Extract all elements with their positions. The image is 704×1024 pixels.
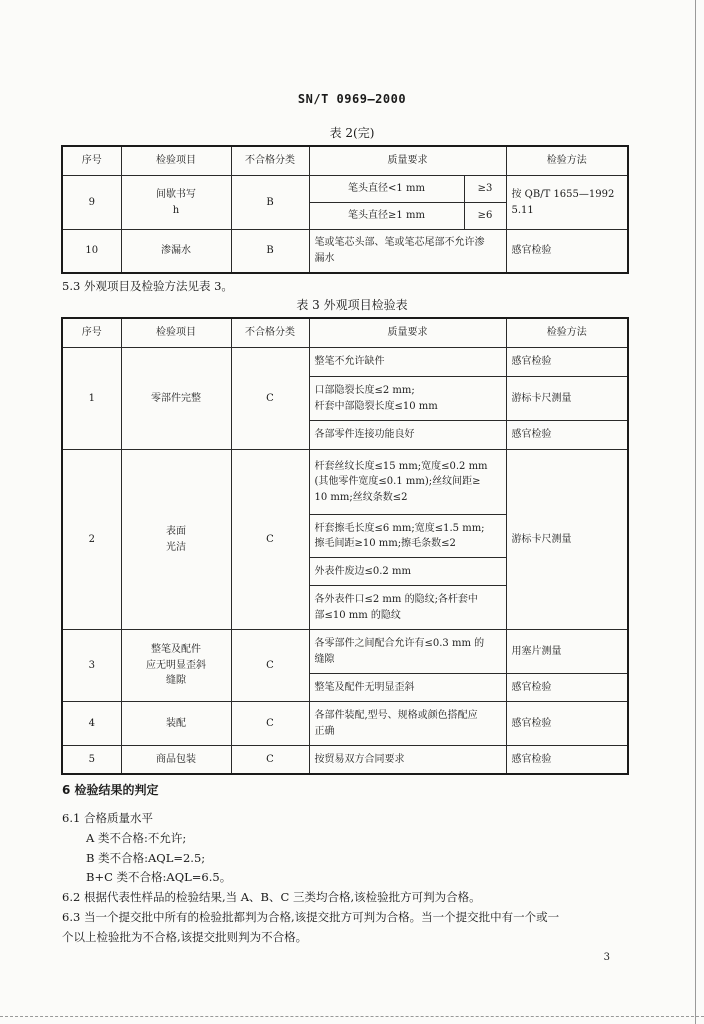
table-row	[62, 630, 628, 674]
row-item	[121, 450, 231, 630]
row-class: C	[231, 450, 309, 630]
requirement-line: 杆套擦毛长度≤6 mm;宽度≤1.5 mm;	[314, 522, 485, 534]
clause-6-2: 6.2 根据代表性样品的检验结果,当 A、B、C 三类均合格,该检验批方可判为合格。	[62, 890, 481, 904]
row-method: 感官检验	[506, 421, 628, 450]
col-header-no: 序号	[62, 146, 121, 176]
item-line: 间歇书写	[156, 189, 196, 200]
clause-6-3-line1: 6.3 当一个提交批中所有的检验批都判为合格,该提交批方可判为合格。当一个提交批中有一个或一	[62, 910, 560, 924]
row-requirement: 笔头直径<1 mm	[309, 176, 464, 203]
row-method: 用塞片测量	[506, 630, 628, 674]
col-header-method: 检验方法	[506, 318, 628, 348]
row-method: 感官检验	[506, 230, 628, 273]
table2	[61, 145, 629, 274]
requirement-line: 缝隙	[314, 653, 335, 665]
row-requirement	[309, 586, 506, 630]
clause-6-1-bc: B+C 类不合格:AQL=6.5。	[86, 870, 232, 884]
clause-6-1-a: A 类不合格:不允许;	[86, 831, 187, 845]
table-row	[62, 746, 628, 774]
row-method: 游标卡尺测量	[506, 450, 628, 630]
table-row	[62, 450, 628, 515]
item-line: 表面	[166, 526, 186, 537]
clause-6-3-line2: 个以上检验批为不合格,该提交批则判为不合格。	[62, 930, 308, 944]
table2-caption: 表 2(完)	[329, 126, 375, 140]
row-class: C	[231, 702, 309, 746]
page-edge-right	[695, 0, 696, 1024]
row-no: 9	[62, 176, 121, 230]
row-item: 零部件完整	[121, 348, 231, 450]
col-header-item: 检验项目	[121, 318, 231, 348]
row-requirement: 各部零件连接功能良好	[309, 421, 506, 450]
item-line: 整笔及配件	[151, 644, 201, 656]
row-method: 感官检验	[506, 348, 628, 377]
requirement-line: 口部隐裂长度≤2 mm;	[314, 385, 415, 396]
col-header-requirement: 质量要求	[309, 146, 506, 176]
row-class: C	[231, 746, 309, 774]
item-line: h	[172, 204, 180, 216]
row-no: 10	[62, 230, 121, 273]
row-requirement	[309, 515, 506, 558]
col-header-class: 不合格分类	[231, 146, 309, 176]
row-class: C	[231, 630, 309, 702]
col-header-method: 检验方法	[506, 146, 628, 176]
requirement-line: 各部件装配,型号、规格或颜色搭配应	[314, 710, 478, 721]
requirement-line: 正确	[314, 725, 335, 737]
table3-caption: 表 3 外观项目检验表	[296, 298, 408, 312]
row-item: 商品包装	[121, 746, 231, 774]
row-item	[121, 176, 231, 230]
table-row	[62, 348, 628, 377]
row-no: 2	[62, 450, 121, 630]
row-method: 感官检验	[506, 746, 628, 774]
item-line: 缝隙	[166, 675, 186, 687]
requirement-line: 杆套丝纹长度≤15 mm;宽度≤0.2 mm	[314, 460, 488, 472]
requirement-line: 各零部件之间配合允许有≤0.3 mm 的	[314, 638, 485, 649]
requirement-line: (其他零件宽度≤0.1 mm);丝纹间距≥	[314, 476, 481, 488]
row-no: 5	[62, 746, 121, 774]
section-6-heading: 6 检验结果的判定	[62, 783, 159, 797]
row-item	[121, 630, 231, 702]
row-requirement: 整笔不允许缺件	[309, 348, 506, 377]
requirement-line: 各外表件口≤2 mm 的隐纹;各杆套中	[314, 594, 478, 605]
method-line: 按 QB/T 1655—1992	[511, 189, 615, 200]
item-line: 应无明显歪斜	[146, 659, 206, 671]
col-header-item: 检验项目	[121, 146, 231, 176]
table-row	[62, 230, 628, 273]
standard-number-header: SN/T 0969—2000	[297, 92, 407, 106]
row-requirement	[309, 630, 506, 674]
row-method: 游标卡尺测量	[506, 377, 628, 421]
clause-6-1: 6.1 合格质量水平	[62, 811, 153, 825]
page-edge-bottom	[0, 1016, 704, 1018]
requirement-line: 漏水	[314, 252, 335, 264]
row-item: 渗漏水	[121, 230, 231, 273]
table3	[61, 317, 629, 775]
row-requirement-value: ≥3	[464, 176, 506, 203]
table-row	[62, 702, 628, 746]
table-row	[62, 176, 628, 203]
requirement-line: 擦毛间距≥10 mm;擦毛条数≤2	[314, 538, 456, 549]
row-requirement	[309, 230, 506, 273]
requirement-line: 笔或笔芯头部、笔或笔芯尾部不允许渗	[314, 237, 485, 249]
row-requirement: 按贸易双方合同要求	[309, 746, 506, 774]
row-requirement: 外表件废边≤0.2 mm	[309, 558, 506, 586]
clause-5-3: 5.3 外观项目及检验方法见表 3。	[62, 279, 233, 293]
col-header-class: 不合格分类	[231, 318, 309, 348]
clause-6-1-b: B 类不合格:AQL=2.5;	[86, 851, 206, 865]
requirement-line: 10 mm;丝纹条数≤2	[314, 491, 408, 503]
row-requirement-value: ≥6	[464, 203, 506, 230]
row-item: 装配	[121, 702, 231, 746]
row-no: 4	[62, 702, 121, 746]
page-number: 3	[603, 952, 610, 963]
method-line: 5.11	[511, 204, 534, 216]
table2-header-row	[62, 146, 628, 176]
row-requirement	[309, 450, 506, 515]
row-method	[506, 176, 628, 230]
row-class: B	[231, 176, 309, 230]
item-line: 光洁	[166, 541, 186, 553]
row-method: 感官检验	[506, 702, 628, 746]
row-requirement	[309, 377, 506, 421]
requirement-line: 部≤10 mm 的隐纹	[314, 609, 401, 621]
row-requirement	[309, 702, 506, 746]
row-no: 1	[62, 348, 121, 450]
row-class: B	[231, 230, 309, 273]
row-no: 3	[62, 630, 121, 702]
col-header-requirement: 质量要求	[309, 318, 506, 348]
row-requirement: 笔头直径≥1 mm	[309, 203, 464, 230]
row-class: C	[231, 348, 309, 450]
row-method: 感官检验	[506, 674, 628, 702]
row-requirement: 整笔及配件无明显歪斜	[309, 674, 506, 702]
requirement-line: 杆套中部隐裂长度≤10 mm	[314, 400, 438, 412]
table3-header-row	[62, 318, 628, 348]
col-header-no: 序号	[62, 318, 121, 348]
